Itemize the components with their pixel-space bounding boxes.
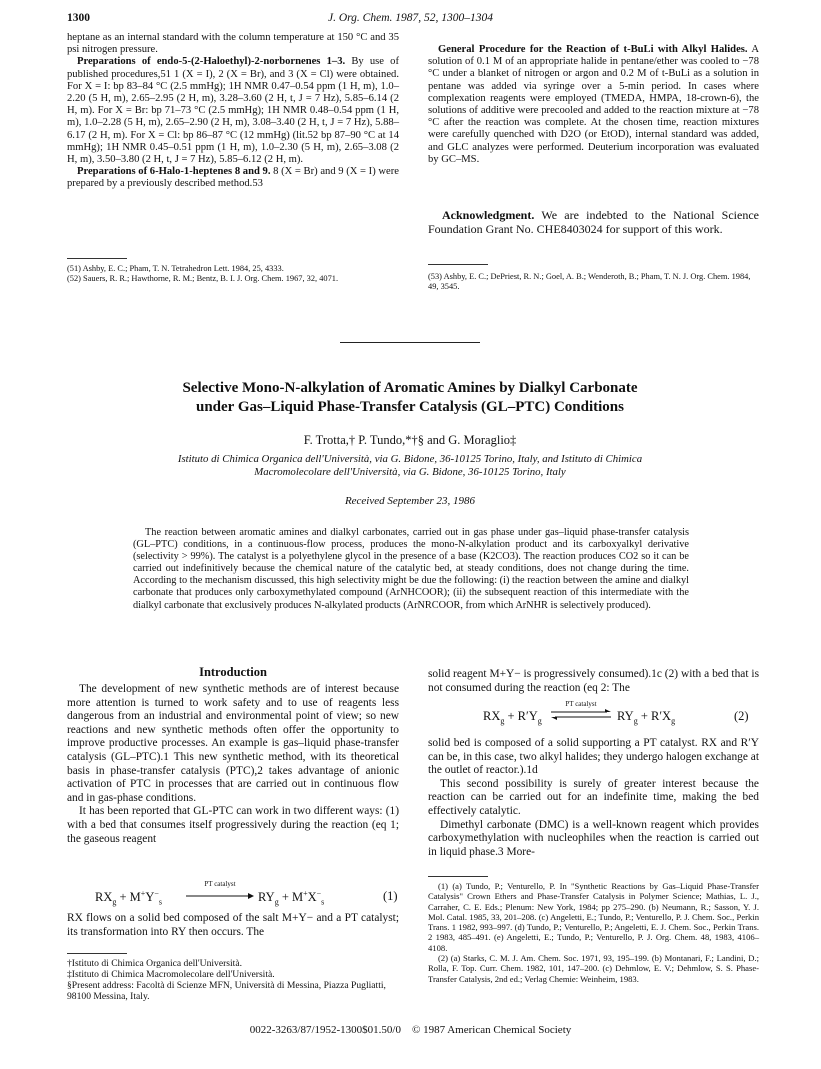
paragraph — [428, 44, 759, 166]
affiliation-line: Istituto di Chimica Organica dell'Università, via G. Bidone, 36-10125 Torino, Italy, and Istituto di Chimica — [177, 453, 643, 465]
intro-left-column — [67, 683, 399, 846]
equation-1-number: (1) — [383, 889, 398, 903]
footnote: (1) (a) Tundo, P.; Venturello, P. In "Synthetic Reactions by Gas–Liquid Phase-Transfer Catalysis" Crown Ethers and Phase-Transfer Catalysis in Polymer Science; Mathias, L. J., Carraher, C. E. Eds.; Plenum: New York, 1984; pp 275–290. (b) Neumann, R.; Sasson, Y. J. Mol. Catal. 1985, 33, 201–208. (c) Angeletti, E.; Tundo, P.; Venturello, P. J. Chem. Soc., Perkin Trans. 1 1982, 993–997. (d) Tundo, P.; Venturello, P.; Angeletti, E. J. Chem. Soc., Perkin Trans. 2 1983, 485–491. (e) Angeletti, E.; Tundo, P.; Venturello, P. J. Org. Chem. 48, 1983, 4106–4108. — [428, 881, 759, 953]
reaction-arrow — [186, 891, 254, 901]
intro-right-continued — [428, 737, 759, 859]
affiliation-note: †Istituto di Chimica Organica dell'Università. — [67, 958, 243, 969]
equation-2-right: $RY_g + R'X_g$ — [617, 709, 676, 726]
paragraph: heptane as an internal standard with the column temperature at 150 °C and 35 psi nitrogen pressure. — [67, 32, 399, 56]
footer-code: 0022-3263/87/1952-1300$01.50/0 — [249, 1024, 401, 1036]
received-date: Received September 23, 1986 — [344, 495, 476, 507]
paragraph: This second possibility is surely of greater interest because the reaction can be carried out for an indefinite time, making the bed effectively catalytic. — [428, 777, 759, 817]
equation-1-right: $RY_g + M^+X^-_s$ — [258, 889, 325, 907]
intro-right-column — [428, 668, 759, 695]
top-right-column — [428, 44, 759, 166]
article-separator — [340, 342, 480, 343]
abstract: The reaction between aromatic amines and dialkyl carbonates, carried out in gas phase under gas–liquid phase-transfer catalysis (GL–PTC) conditions, in a continuous-flow process, produces the mono-N-alkylation product and its carboxyalkyl derivative (selectivity > 99%). The catalyst is a polyethylene glycol in the presence of a base (K2CO3). The reaction produces CO2 so it can be carried out indefinitively because the chemical nature of the catalytic bed, at steady conditions, does not change during the time. According to the mechanism discussed, this high selectivity might be due the following: (i) the reaction between the amine and dialkyl carbonate that produces only carboxymethylated compound (ArNHCOOR); (ii) the subsequent reaction of this intermediate with the dialkyl carbonate that exclusively produces N-alkylated products (ArNRCOOR, from which ArNHR is selectively produced). — [133, 527, 689, 611]
equation-2-left: $RX_g + R'Y_g$ — [483, 709, 542, 726]
footnote-rule — [67, 258, 127, 259]
intro-heading: Introduction — [199, 665, 267, 679]
paragraph-text: A solution of 0.1 M of an appropriate halide in pentane/ether was cooled to −78 °C under a blanket of nitrogen or argon and 0.2 M of t-BuLi as a solution in pentane was added via syringe over a 5-min period. In cases where complexation reagents were employed (TMEDA, HMPA, 18-crown-6), the solutions of additive were precooled and added to the reaction mixture at −78 °C after the reaction was complete. At the chosen time, reaction mixtures were carefully quenched with D2O (or EtOD), internal standard was added, and GLC analyzes were performed. Deuterium incorporation was evaluated by GC–MS. — [428, 44, 759, 165]
paragraph — [67, 166, 399, 190]
equation-1-arrow — [186, 880, 254, 906]
footnote: (53) Ashby, E. C.; DePriest, R. N.; Goel, A. B.; Wenderoth, B.; Pham, T. N. J. Org. Chem. 1984, 49, 3545. — [428, 272, 751, 291]
footnote: (51) Ashby, E. C.; Pham, T. N. Tetrahedron Lett. 1984, 25, 4333. — [67, 264, 284, 273]
equilibrium-arrows — [551, 709, 611, 721]
footnotes-top-left — [67, 264, 399, 284]
footnote: (52) Sauers, R. R.; Hawthorne, R. M.; Bentz, B. I. J. Org. Chem. 1967, 32, 4071. — [67, 274, 339, 283]
title-line: Selective Mono-N-alkylation of Aromatic Amines by Dialkyl Carbonate — [182, 380, 638, 396]
footnote-rule — [428, 876, 488, 877]
paragraph: RX flows on a solid bed composed of the salt M+Y− and a PT catalyst; its transformation into RY then occurs. The — [67, 912, 399, 938]
affiliation-note: §Present address: Facoltà di Scienze MFN, Università di Messina, Piazza Pugliatti, 98100 Messina, Italy. — [67, 980, 386, 1002]
section-heading: Preparations of 6-Halo-1-heptenes 8 and 9. — [77, 166, 271, 178]
affiliation-note: ‡Istituto di Chimica Macromolecolare dell'Università. — [67, 969, 275, 980]
section-heading: Preparations of endo-5-(2-Haloethyl)-2-norbornenes 1–3. — [77, 56, 346, 68]
affiliation-line: Macromolecolare dell'Università, via G. Bidone, 36-10125 Torino, Italy — [254, 465, 566, 478]
running-header: J. Org. Chem. 1987, 52, 1300–1304 — [327, 12, 494, 24]
intro-left-continued — [67, 912, 399, 939]
page-footer — [0, 1024, 821, 1036]
equation-2-number: (2) — [734, 709, 749, 723]
affiliation — [60, 453, 760, 478]
ack-heading: Acknowledgment. — [442, 208, 535, 222]
ack-body: We are indebted to the National Science Foundation Grant No. CHE8403024 for support of this work. — [428, 208, 759, 236]
paragraph: solid reagent M+Y− is progressively consumed).1c (2) with a bed that is not consumed during the reaction (eq 2: The — [428, 668, 759, 694]
section-heading: General Procedure for the Reaction of t-BuLi with Alkyl Halides. — [438, 44, 748, 55]
paragraph-text: By use of published procedures,51 1 (X = I), 2 (X = Br), and 3 (X = Cl) were obtained. For X = I: bp 83–84 °C (2.5 mmHg); 1H NMR 0.47–0.54 ppm (1 H, m), 1.0–2.20 (5 H, m), 2.65–2.95 (2 H, m), 3.28–3.60 (2 H, t, J = 7 Hz), 5.85–6.14 (2 H, m). For X = Br: bp 71–73 °C (2.5 mmHg); 1H NMR 0.48–0.54 ppm (1 H, m), 1.0–2.28 (5 H, m), 2.65–2.90 (2 H, m), 3.08–3.40 (2 H, t, J = 7 Hz), 5.88–6.17 (2 H, m). For X = Cl: bp 86–87 °C (12 mmHg) (lit.52 bp 87–90 °C at 14 mmHg); 1H NMR 0.45–0.51 ppm (1 H, m), 1.0–2.30 (5 H, m), 2.65–3.08 (2 H, m), 3.50–3.80 (2 H, t, J = 7 Hz), 5.85–6.12 (2 H, m). — [67, 56, 400, 166]
paragraph — [67, 56, 399, 166]
arrow-label: PT catalyst — [565, 700, 597, 708]
footnote-rule — [428, 264, 488, 265]
affiliation-notes — [67, 958, 399, 1002]
authors: F. Trotta,† P. Tundo,*†§ and G. Moraglio‡ — [303, 433, 517, 447]
acknowledgment — [428, 208, 759, 236]
article-title — [60, 379, 760, 417]
footnote-rule — [67, 953, 127, 954]
footnotes-top-right — [428, 272, 759, 292]
top-left-column — [67, 32, 399, 191]
paragraph: It has been reported that GL-PTC can work in two different ways: (1) with a bed that consumes itself progressively during the reaction (eq 1; the gaseous reagent — [67, 805, 399, 845]
paragraph: solid bed is composed of a solid supporting a PT catalyst. RX and R′Y can be, in this case, two alkyl halides; they undergo halogen exchange at the outlet of reactor.).1d — [428, 737, 759, 777]
footer-copyright: © 1987 American Chemical Society — [411, 1024, 572, 1036]
equation-2-arrow — [551, 700, 611, 726]
paragraph-text: 8 (X = Br) and 9 (X = I) were prepared by a previously described method.53 — [67, 166, 399, 190]
arrow-label: PT catalyst — [204, 880, 236, 888]
equation-1-left: $RX_g + M^+Y^-_s$ — [95, 889, 162, 907]
paragraph: The development of new synthetic methods are of interest because more attention is turned to work safety and to use of reagents less dangerous from an industrial and environmental point of view; so new reactions and new synthetic methods often offer the opportunity to improve productive processes. An example is gas–liquid phase-transfer catalysis (GL–PTC).1 This new synthetic method, with its theoretical basis in phase-transfer catalysis (PTC),2 takes advantage of anionic activation of PTC in processes that are carried out in continuous flow and in gas-phase conditions. — [67, 683, 399, 804]
footnotes-bottom-right — [428, 881, 759, 984]
footnote: (2) (a) Starks, C. M. J. Am. Chem. Soc. 1971, 93, 195–199. (b) Montanari, F.; Landini, D.; Rolla, F. Top. Curr. Chem. 1982, 101, 147–200. (c) Dehmlow, E. V.; Dehmlow, S. S. Phase-Transfer Catalysis, 2nd ed.; Verlag Chemie: Weinheim, 1983. — [428, 953, 759, 984]
page-number: 1300 — [67, 12, 90, 24]
paragraph: Dimethyl carbonate (DMC) is a well-known reagent which provides carboxymethylation with nucleophiles when the reaction is carried out in liquid phase.3 More- — [428, 818, 759, 858]
title-line: under Gas–Liquid Phase-Transfer Catalysis (GL–PTC) Conditions — [196, 399, 624, 415]
